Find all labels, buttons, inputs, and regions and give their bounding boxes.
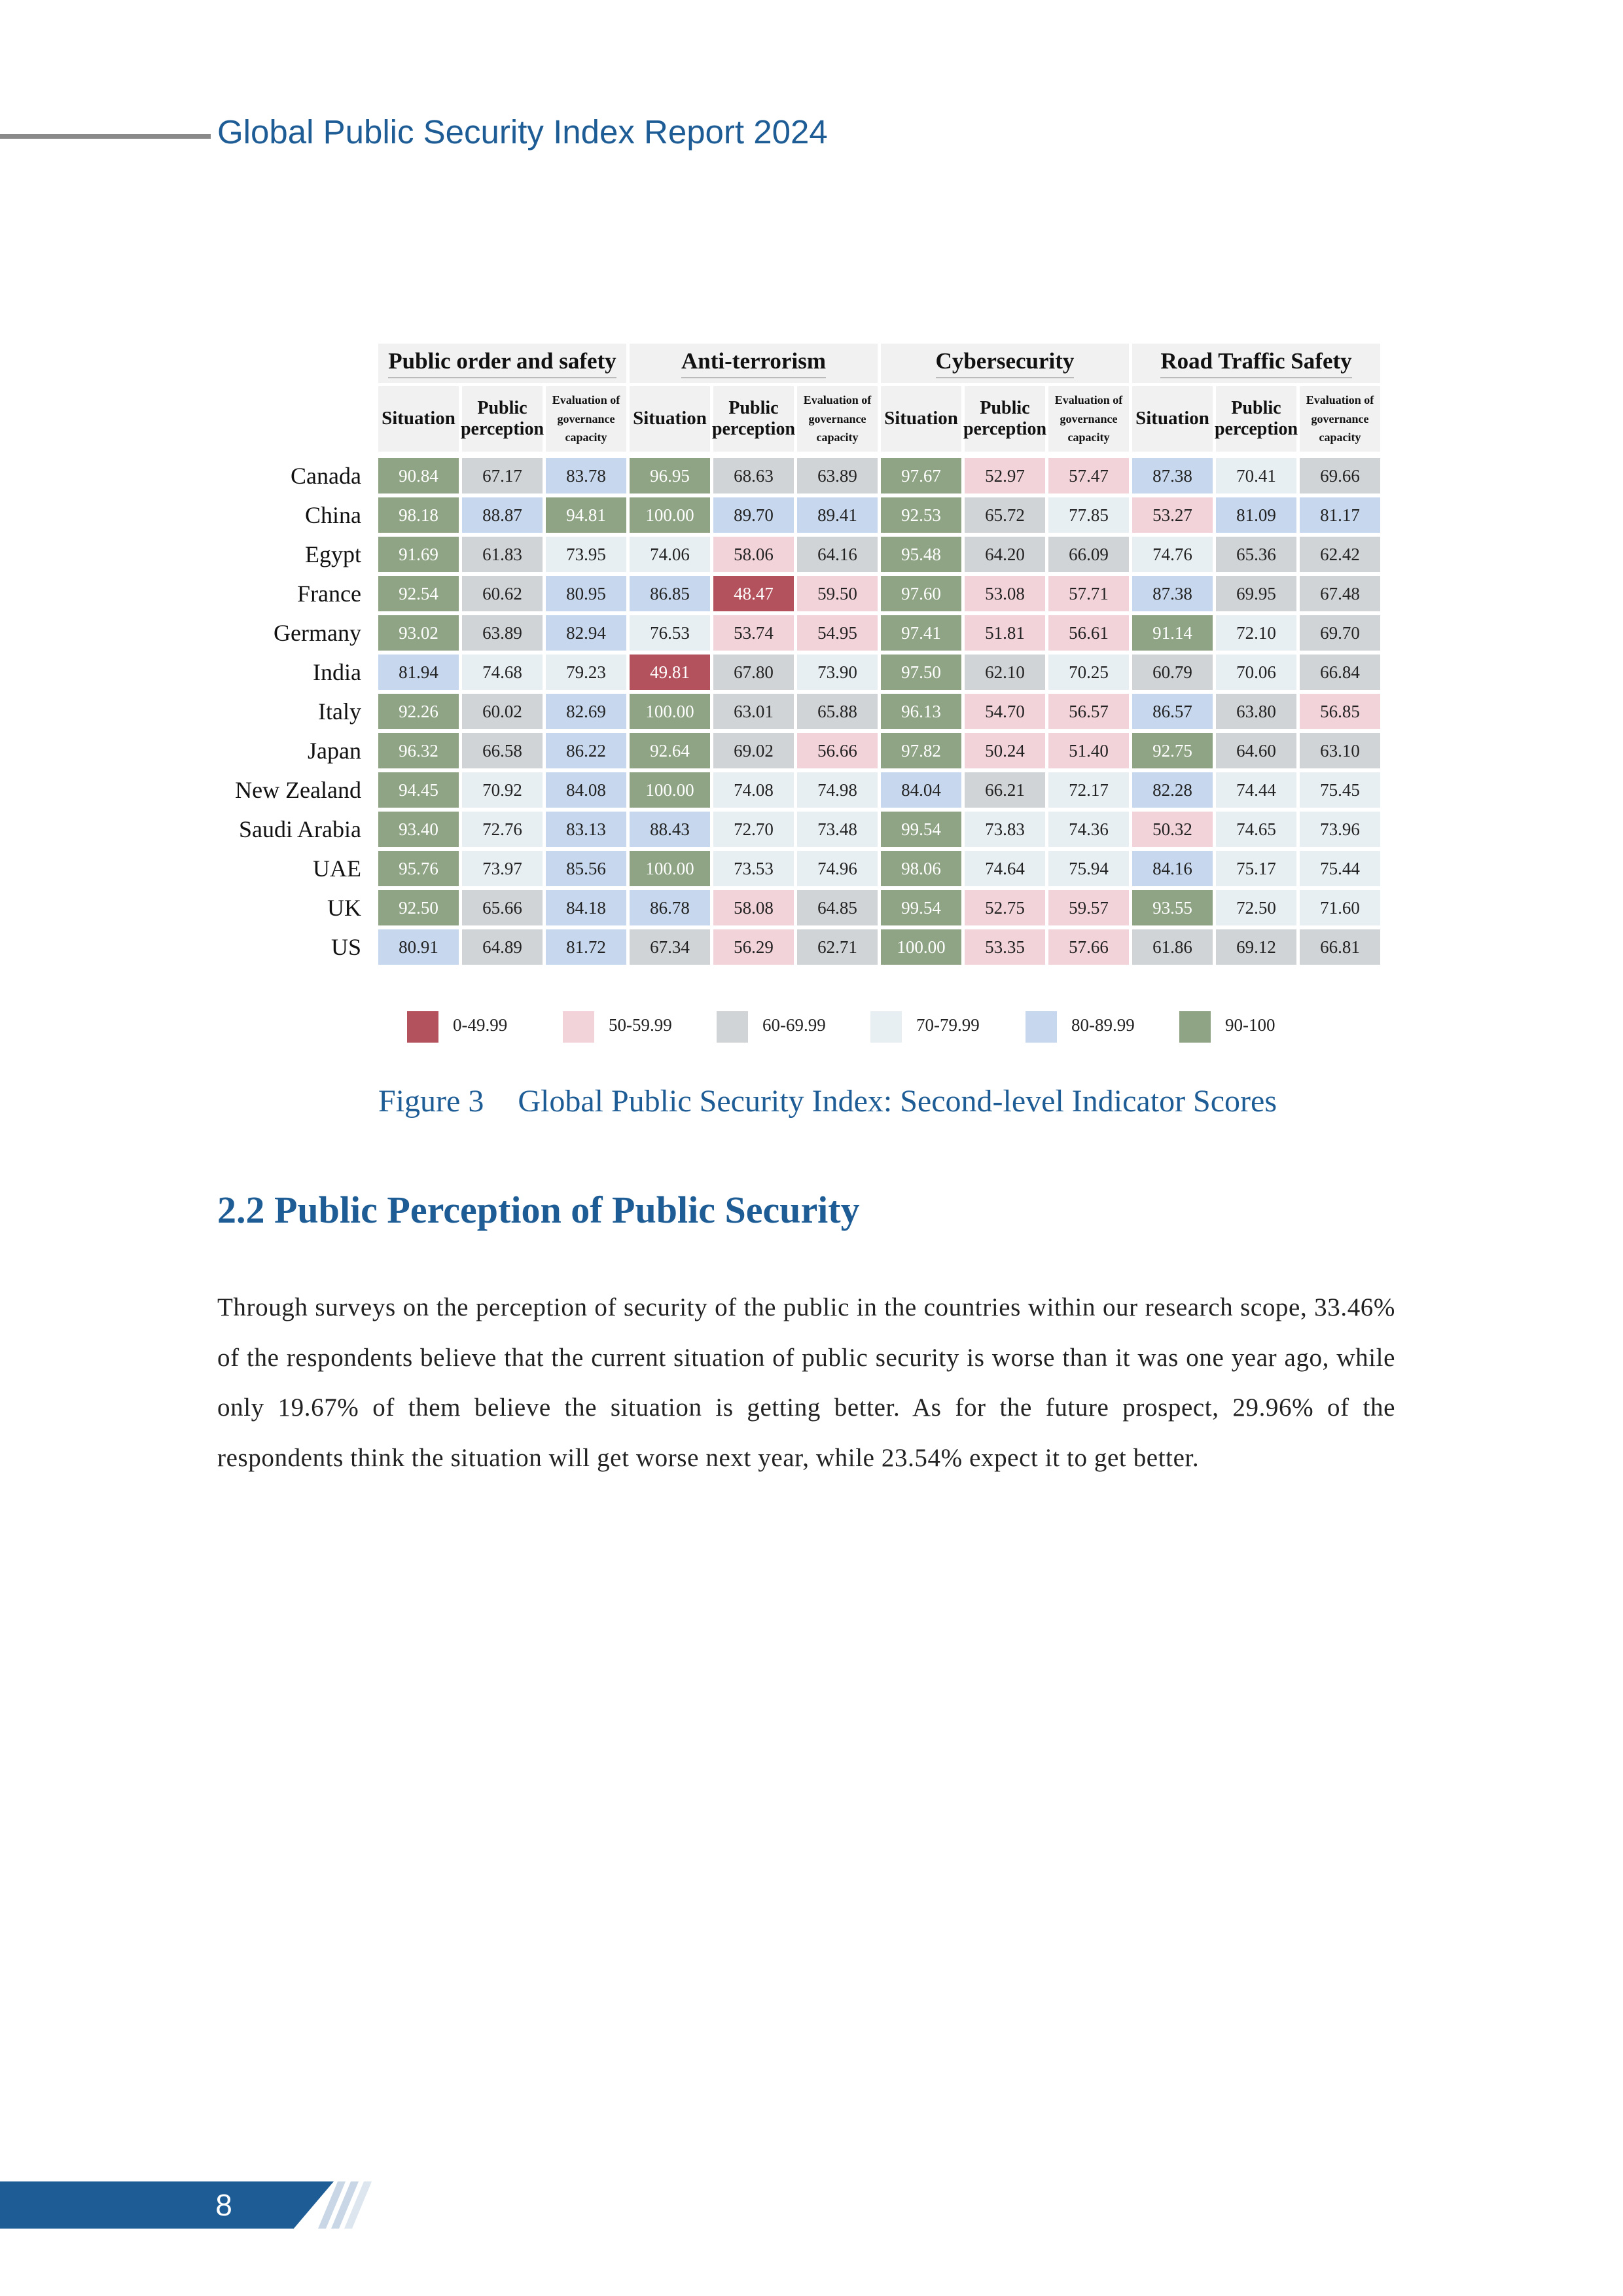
score-cell: 92.50: [378, 890, 459, 925]
score-cell: 73.83: [965, 812, 1045, 847]
score-cell: 66.09: [1048, 537, 1129, 572]
legend-label: 0-49.99: [453, 1015, 508, 1035]
score-cell: 87.38: [1132, 576, 1213, 611]
group-header: [1132, 344, 1380, 383]
country-label: Germany: [274, 620, 361, 646]
legend-label: 50-59.99: [609, 1015, 672, 1035]
group-header: [881, 344, 1129, 383]
score-cell: 51.81: [965, 615, 1045, 651]
score-cell: 56.57: [1048, 694, 1129, 729]
score-cell: 96.32: [378, 733, 459, 768]
score-cell: 100.00: [630, 694, 710, 729]
score-cell: 59.57: [1048, 890, 1129, 925]
score-cell: 63.89: [462, 615, 543, 651]
score-cell: 67.48: [1300, 576, 1380, 611]
score-cell: 60.62: [462, 576, 543, 611]
score-cell: 53.74: [713, 615, 794, 651]
score-cell: 67.80: [713, 655, 794, 690]
legend-label: 60-69.99: [762, 1015, 826, 1035]
report-title: Global Public Security Index Report 2024: [217, 113, 828, 151]
score-cell: 74.98: [797, 772, 878, 808]
figure-caption: [378, 1083, 1277, 1119]
score-cell: 77.85: [1048, 497, 1129, 533]
score-cell: 88.87: [462, 497, 543, 533]
score-cell: 66.84: [1300, 655, 1380, 690]
score-cell: 57.71: [1048, 576, 1129, 611]
score-cell: 63.89: [797, 458, 878, 493]
score-cell: 80.95: [546, 576, 626, 611]
score-cell: 83.13: [546, 812, 626, 847]
score-cell: 73.95: [546, 537, 626, 572]
score-cell: 86.78: [630, 890, 710, 925]
country-label: India: [313, 659, 361, 685]
score-cell: 63.10: [1300, 733, 1380, 768]
score-cell: 81.72: [546, 929, 626, 965]
score-cell: 71.60: [1300, 890, 1380, 925]
figure-caption-text: Global Public Security Index: Second-level Indicator Scores: [518, 1084, 1277, 1119]
score-cell: 74.65: [1216, 812, 1296, 847]
score-cell: 95.48: [881, 537, 961, 572]
country-label: Egypt: [305, 541, 361, 567]
group-header-label: Cybersecurity: [936, 348, 1075, 378]
score-cell: 81.17: [1300, 497, 1380, 533]
score-cell: 54.70: [965, 694, 1045, 729]
score-cell: 54.95: [797, 615, 878, 651]
score-cell: 97.41: [881, 615, 961, 651]
legend-label: 80-89.99: [1071, 1015, 1135, 1035]
country-label: France: [297, 581, 361, 607]
score-cell: 82.28: [1132, 772, 1213, 808]
score-cell: 56.29: [713, 929, 794, 965]
score-cell: 75.17: [1216, 851, 1296, 886]
score-cell: 75.94: [1048, 851, 1129, 886]
score-cell: 91.69: [378, 537, 459, 572]
score-cell: 93.40: [378, 812, 459, 847]
score-cell: 69.02: [713, 733, 794, 768]
score-cell: 89.41: [797, 497, 878, 533]
country-label: UAE: [313, 855, 361, 882]
score-cell: 50.32: [1132, 812, 1213, 847]
legend-swatch: [717, 1011, 748, 1043]
score-cell: 68.63: [713, 458, 794, 493]
score-cell: 52.75: [965, 890, 1045, 925]
legend-swatch: [870, 1011, 902, 1043]
score-cell: 83.78: [546, 458, 626, 493]
score-cell: 82.94: [546, 615, 626, 651]
footer-bar: [0, 2181, 334, 2229]
situation-header: Situation: [630, 386, 710, 452]
score-cell: 52.97: [965, 458, 1045, 493]
score-cell: 98.18: [378, 497, 459, 533]
score-cell: 95.76: [378, 851, 459, 886]
score-cell: 97.60: [881, 576, 961, 611]
perception-header: Public perception: [1216, 386, 1296, 452]
score-cell: 66.58: [462, 733, 543, 768]
score-cell: 74.64: [965, 851, 1045, 886]
score-cell: 84.18: [546, 890, 626, 925]
legend-label: 90-100: [1225, 1015, 1275, 1035]
score-cell: 97.50: [881, 655, 961, 690]
score-cell: 81.94: [378, 655, 459, 690]
score-cell: 65.88: [797, 694, 878, 729]
score-cell: 67.34: [630, 929, 710, 965]
score-cell: 92.54: [378, 576, 459, 611]
score-cell: 80.91: [378, 929, 459, 965]
score-cell: 64.16: [797, 537, 878, 572]
legend-swatch: [1026, 1011, 1057, 1043]
group-header-label: Public order and safety: [388, 348, 616, 378]
score-cell: 66.81: [1300, 929, 1380, 965]
score-cell: 73.53: [713, 851, 794, 886]
score-cell: 91.14: [1132, 615, 1213, 651]
legend-swatch: [563, 1011, 594, 1043]
score-cell: 64.85: [797, 890, 878, 925]
perception-header: Public perception: [462, 386, 543, 452]
score-cell: 56.85: [1300, 694, 1380, 729]
figure-number: Figure 3: [378, 1084, 484, 1119]
score-cell: 72.17: [1048, 772, 1129, 808]
score-cell: 53.08: [965, 576, 1045, 611]
score-cell: 64.60: [1216, 733, 1296, 768]
score-cell: 74.76: [1132, 537, 1213, 572]
score-cell: 99.54: [881, 890, 961, 925]
score-cell: 73.96: [1300, 812, 1380, 847]
score-cell: 51.40: [1048, 733, 1129, 768]
score-cell: 64.89: [462, 929, 543, 965]
group-header-label: Road Traffic Safety: [1160, 348, 1351, 378]
score-cell: 57.47: [1048, 458, 1129, 493]
score-cell: 96.95: [630, 458, 710, 493]
legend-swatch: [1179, 1011, 1211, 1043]
score-cell: 94.81: [546, 497, 626, 533]
score-cell: 58.06: [713, 537, 794, 572]
score-cell: 92.75: [1132, 733, 1213, 768]
score-cell: 57.66: [1048, 929, 1129, 965]
score-cell: 64.20: [965, 537, 1045, 572]
group-header: [630, 344, 878, 383]
score-cell: 72.70: [713, 812, 794, 847]
score-cell: 74.06: [630, 537, 710, 572]
score-cell: 74.68: [462, 655, 543, 690]
score-cell: 98.06: [881, 851, 961, 886]
score-cell: 84.04: [881, 772, 961, 808]
score-cell: 73.90: [797, 655, 878, 690]
score-cell: 50.24: [965, 733, 1045, 768]
evaluation-header: Evaluation of governance capacity: [797, 386, 878, 452]
score-cell: 90.84: [378, 458, 459, 493]
score-cell: 63.80: [1216, 694, 1296, 729]
footer-stripes: [313, 2181, 372, 2229]
score-cell: 66.21: [965, 772, 1045, 808]
score-cell: 65.36: [1216, 537, 1296, 572]
score-cell: 100.00: [630, 772, 710, 808]
score-cell: 96.13: [881, 694, 961, 729]
score-cell: 84.16: [1132, 851, 1213, 886]
score-cell: 74.44: [1216, 772, 1296, 808]
score-cell: 93.02: [378, 615, 459, 651]
section-title: 2.2 Public Perception of Public Security: [217, 1189, 860, 1231]
score-cell: 48.47: [713, 576, 794, 611]
score-cell: 60.02: [462, 694, 543, 729]
score-cell: 93.55: [1132, 890, 1213, 925]
legend-swatch: [407, 1011, 438, 1043]
score-cell: 73.48: [797, 812, 878, 847]
score-cell: 74.36: [1048, 812, 1129, 847]
score-cell: 86.22: [546, 733, 626, 768]
section-body: Through surveys on the perception of security of the public in the countries within our research scope, 33.46% of the respondents believe that the current situation of public security is worse than it was one year ago, while only 19.67% of them believe the situation is getting better. As for the future prospect, 29.96% of the respondents think the situation will get worse next year, while 23.54% expect it to get better.: [217, 1293, 1395, 1472]
score-cell: 72.50: [1216, 890, 1296, 925]
score-cell: 61.83: [462, 537, 543, 572]
score-cell: 72.76: [462, 812, 543, 847]
score-cell: 89.70: [713, 497, 794, 533]
score-cell: 79.23: [546, 655, 626, 690]
country-label: Japan: [308, 738, 361, 764]
country-label: Saudi Arabia: [239, 816, 361, 842]
score-cell: 69.12: [1216, 929, 1296, 965]
score-cell: 65.66: [462, 890, 543, 925]
score-cell: 75.44: [1300, 851, 1380, 886]
score-cell: 100.00: [630, 851, 710, 886]
score-cell: 100.00: [630, 497, 710, 533]
legend-label: 70-79.99: [916, 1015, 980, 1035]
score-cell: 86.85: [630, 576, 710, 611]
situation-header: Situation: [378, 386, 459, 452]
score-cell: 69.70: [1300, 615, 1380, 651]
score-cell: 99.54: [881, 812, 961, 847]
score-cell: 70.41: [1216, 458, 1296, 493]
country-label: Italy: [318, 698, 361, 725]
score-cell: 58.08: [713, 890, 794, 925]
score-cell: 76.53: [630, 615, 710, 651]
score-cell: 60.79: [1132, 655, 1213, 690]
score-cell: 87.38: [1132, 458, 1213, 493]
score-cell: 74.96: [797, 851, 878, 886]
score-cell: 56.61: [1048, 615, 1129, 651]
score-cell: 74.08: [713, 772, 794, 808]
perception-header: Public perception: [965, 386, 1045, 452]
score-cell: 73.97: [462, 851, 543, 886]
score-cell: 62.42: [1300, 537, 1380, 572]
score-cell: 53.27: [1132, 497, 1213, 533]
score-cell: 62.71: [797, 929, 878, 965]
header-rule: [0, 134, 211, 139]
score-cell: 97.82: [881, 733, 961, 768]
group-header-label: Anti-terrorism: [681, 348, 826, 378]
score-cell: 69.95: [1216, 576, 1296, 611]
score-cell: 92.53: [881, 497, 961, 533]
score-cell: 70.06: [1216, 655, 1296, 690]
score-cell: 88.43: [630, 812, 710, 847]
country-label: UK: [327, 895, 361, 921]
score-cell: 92.26: [378, 694, 459, 729]
score-cell: 59.50: [797, 576, 878, 611]
evaluation-header: Evaluation of governance capacity: [546, 386, 626, 452]
score-cell: 67.17: [462, 458, 543, 493]
score-cell: 56.66: [797, 733, 878, 768]
score-cell: 61.86: [1132, 929, 1213, 965]
page-number: 8: [215, 2188, 232, 2222]
situation-header: Situation: [881, 386, 961, 452]
country-label: New Zealand: [235, 777, 361, 803]
score-cell: 82.69: [546, 694, 626, 729]
score-cell: 85.56: [546, 851, 626, 886]
country-label: US: [330, 934, 361, 960]
score-cell: 86.57: [1132, 694, 1213, 729]
score-cell: 70.92: [462, 772, 543, 808]
country-label: China: [305, 502, 361, 528]
score-cell: 92.64: [630, 733, 710, 768]
score-cell: 81.09: [1216, 497, 1296, 533]
score-cell: 75.45: [1300, 772, 1380, 808]
score-cell: 49.81: [630, 655, 710, 690]
score-cell: 63.01: [713, 694, 794, 729]
score-cell: 65.72: [965, 497, 1045, 533]
score-cell: 84.08: [546, 772, 626, 808]
group-header: [378, 344, 626, 383]
score-cell: 100.00: [881, 929, 961, 965]
score-cell: 70.25: [1048, 655, 1129, 690]
perception-header: Public perception: [713, 386, 794, 452]
score-cell: 94.45: [378, 772, 459, 808]
score-cell: 53.35: [965, 929, 1045, 965]
score-cell: 62.10: [965, 655, 1045, 690]
evaluation-header: Evaluation of governance capacity: [1048, 386, 1129, 452]
evaluation-header: Evaluation of governance capacity: [1300, 386, 1380, 452]
score-cell: 97.67: [881, 458, 961, 493]
score-cell: 69.66: [1300, 458, 1380, 493]
country-label: Canada: [291, 463, 361, 489]
situation-header: Situation: [1132, 386, 1213, 452]
score-cell: 72.10: [1216, 615, 1296, 651]
